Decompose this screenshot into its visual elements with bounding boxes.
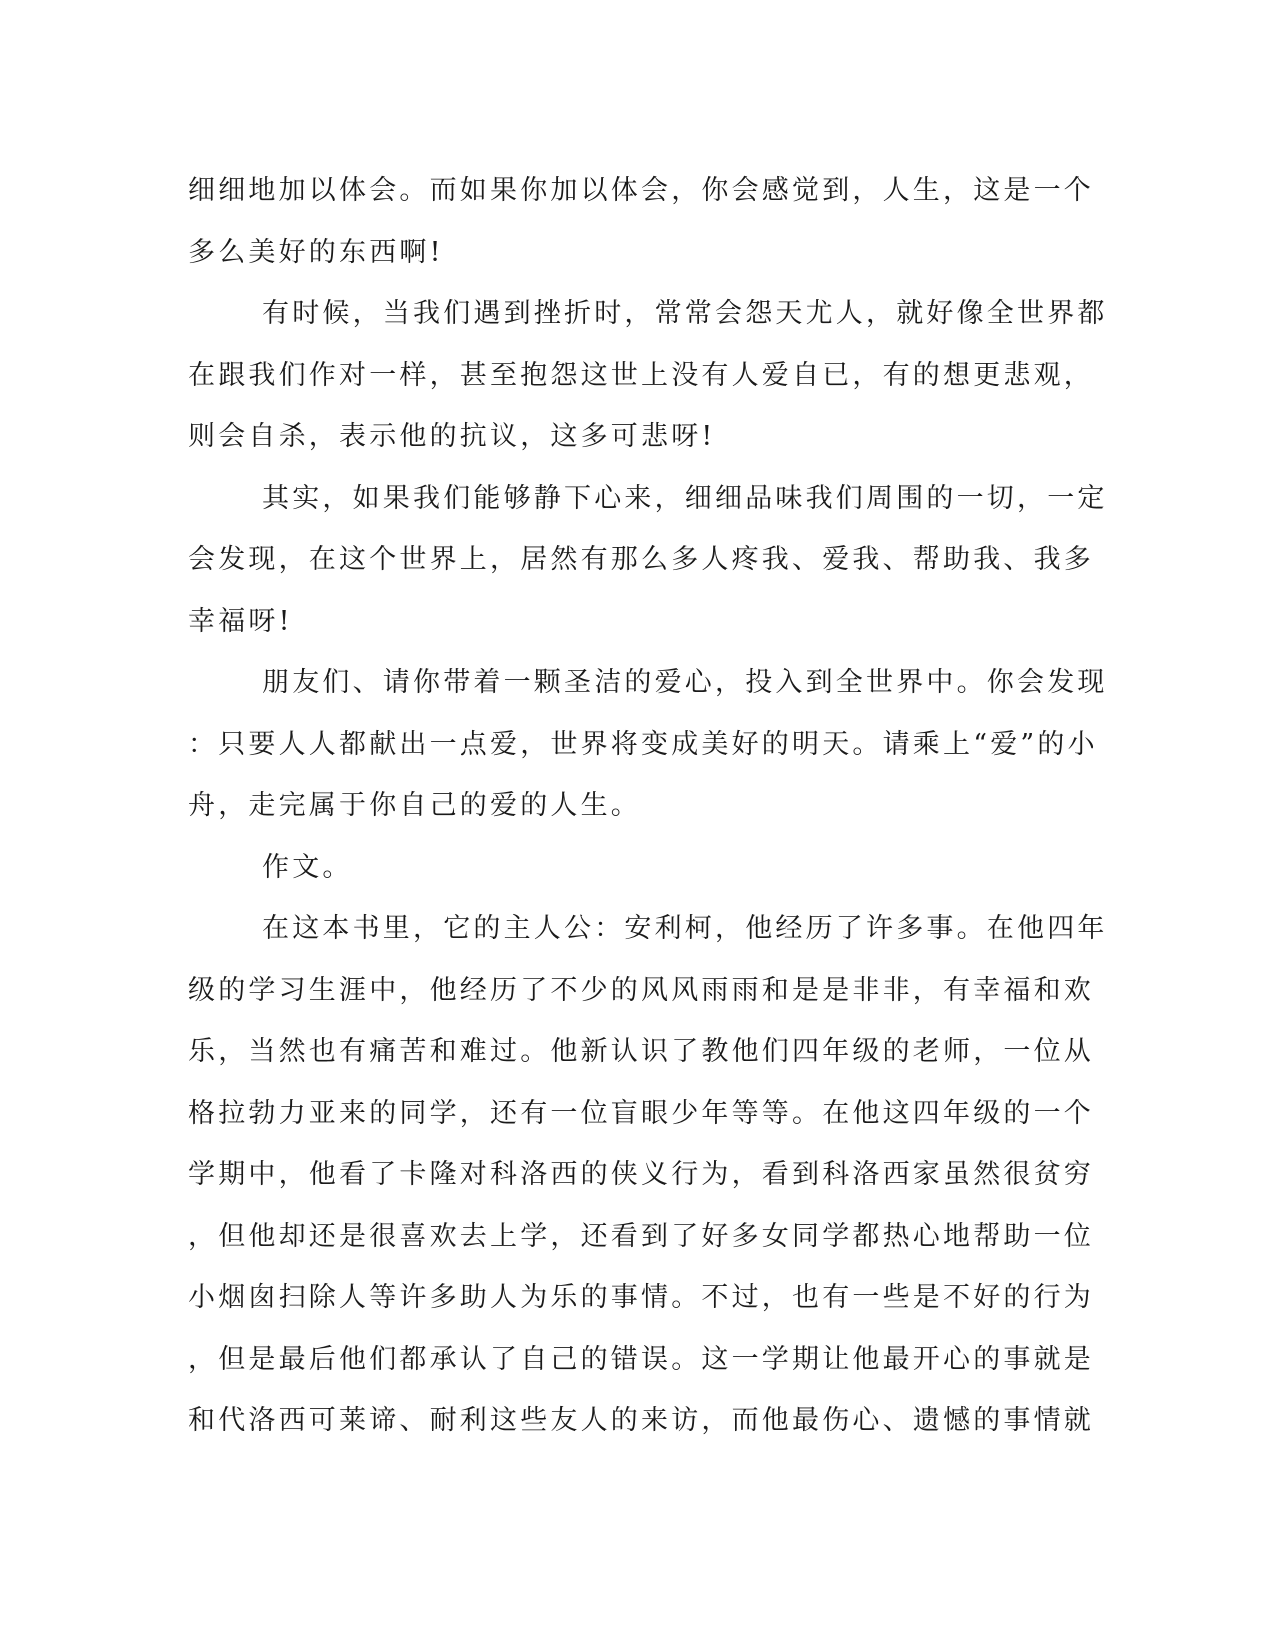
text-line: 格拉勃力亚来的同学，还有一位盲眼少年等等。在他这四年级的一个 bbox=[188, 1097, 1094, 1129]
text-line: 在跟我们作对一样，甚至抱怨这世上没有人爱自已，有的想更悲观， bbox=[188, 359, 1094, 391]
text-line: 细细地加以体会。而如果你加以体会，你会感觉到，人生，这是一个 bbox=[188, 175, 1094, 206]
text-line: 级的学习生涯中，他经历了不少的风风雨雨和是是非非，有幸福和欢 bbox=[188, 974, 1094, 1006]
text-line: 作文。 bbox=[262, 851, 353, 883]
text-line: 学期中，他看了卡隆对科洛西的侠义行为，看到科洛西家虽然很贫穷 bbox=[188, 1159, 1094, 1190]
text-line: 舟，走完属于你自己的爱的人生。 bbox=[188, 790, 641, 821]
text-line: ，但他却还是很喜欢去上学，还看到了好多女同学都热心地帮助一位 bbox=[188, 1220, 1094, 1252]
text-line: 有时候，当我们遇到挫折时，常常会怨天尤人，就好像全世界都 bbox=[262, 298, 1108, 329]
text-line: 和代洛西可莱谛、耐利这些友人的来访，而他最伤心、遗憾的事情就 bbox=[188, 1405, 1094, 1436]
text-line: 其实，如果我们能够静下心来，细细品味我们周围的一切，一定 bbox=[262, 482, 1108, 514]
text-line: 在这本书里，它的主人公：安利柯，他经历了许多事。在他四年 bbox=[262, 913, 1108, 944]
text-line: ，但是最后他们都承认了自己的错误。这一学期让他最开心的事就是 bbox=[188, 1343, 1094, 1375]
text-line: 会发现，在这个世界上，居然有那么多人疼我、爱我、帮助我、我多 bbox=[188, 544, 1094, 575]
text-line: 朋友们、请你带着一颗圣洁的爱心，投入到全世界中。你会发现 bbox=[262, 667, 1108, 698]
text-line: 幸福呀! bbox=[188, 605, 293, 637]
text-line: 则会自杀，表示他的抗议，这多可悲呀! bbox=[188, 421, 716, 452]
text-line: ：只要人人都献出一点爱，世界将变成美好的明天。请乘上“爱”的小 bbox=[188, 728, 1098, 760]
text-line: 乐，当然也有痛苦和难过。他新认识了教他们四年级的老师，一位从 bbox=[188, 1036, 1094, 1067]
body-text bbox=[188, 160, 1108, 1452]
text-line: 多么美好的东西啊! bbox=[188, 236, 444, 268]
text-line: 小烟囱扫除人等许多助人为乐的事情。不过，也有一些是不好的行为 bbox=[188, 1282, 1094, 1313]
